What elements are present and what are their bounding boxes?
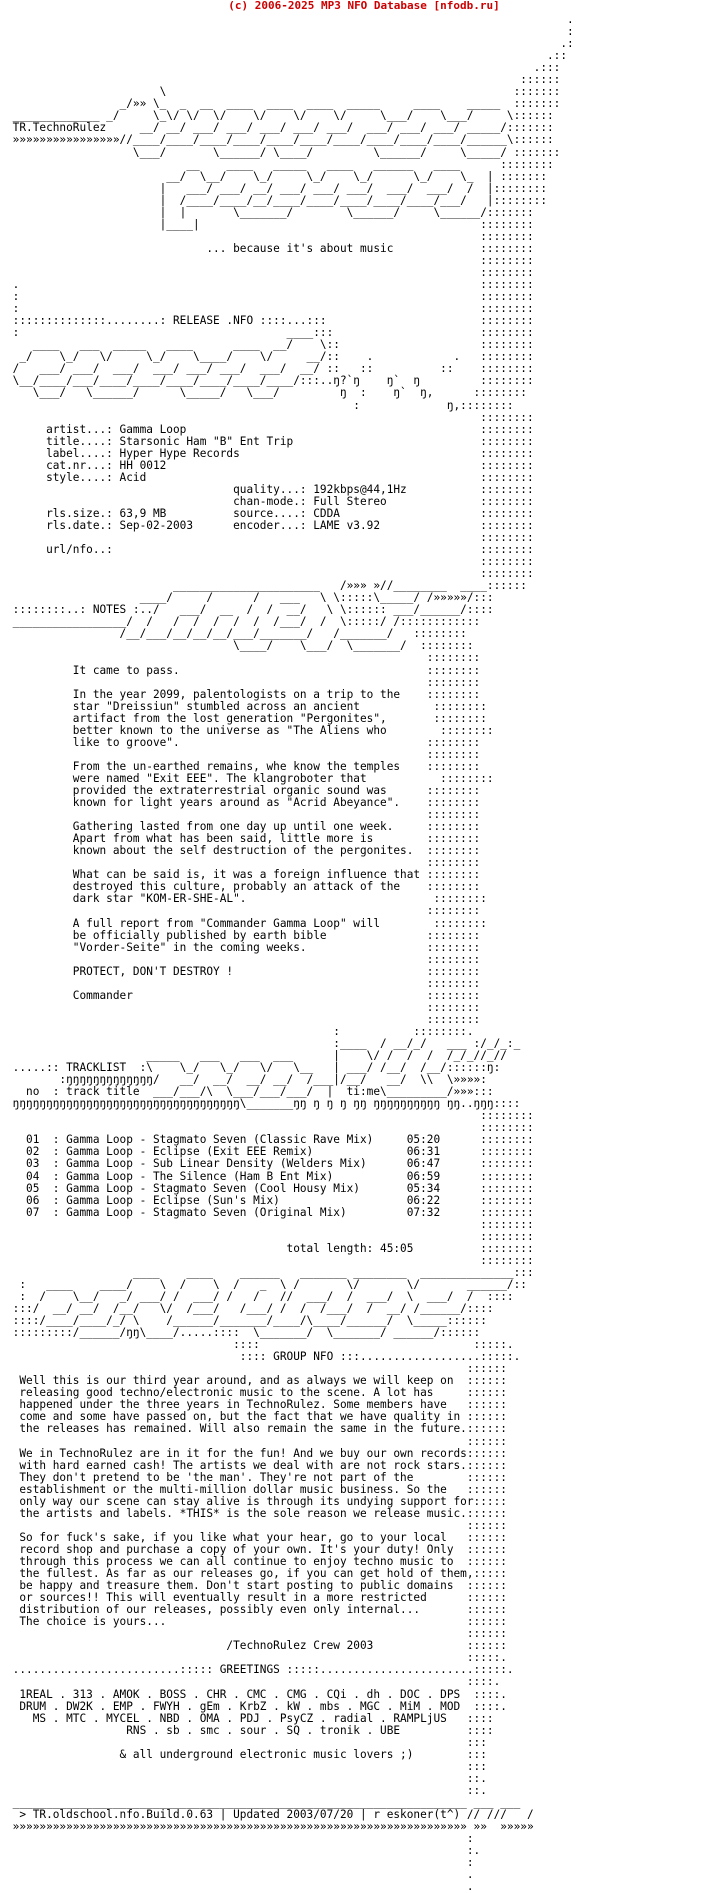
nfo-line: : :::::::: — [6, 290, 534, 304]
nfo-line: | | \_______/ \______/ \______/::::::: — [6, 205, 534, 219]
nfo-line: :::::::: — [6, 253, 534, 267]
nfo-line: : ŋ,:::::::: — [6, 398, 514, 412]
nfo-line: :::: GROUP NFO :::..................:::::. — [6, 1350, 521, 1364]
nfo-line: rls.size.: 63,9 MB source....: CDDA :::::::: — [6, 506, 534, 520]
nfo-line: Well this is our third year around, and as always we will keep on :::::: — [6, 1374, 507, 1388]
nfo-line: /TechnoRulez Crew 2003 :::::: — [6, 1639, 507, 1653]
nfo-line: better known to the universe as "The Aliens who :::::::: — [6, 723, 494, 737]
nfo-line: :::::::: — [6, 952, 481, 966]
nfo-line: :::::::: — [6, 531, 534, 545]
nfo-line: the fullest. As far as our releases go, if you can get hold of them,::::: — [6, 1567, 507, 1581]
nfo-line: MS . MTC . MYCEL . NBD . OMA . PDJ . PsyCZ . radial . RAMPLjUS :::: — [6, 1711, 494, 1725]
nfo-line: :::::::: — [6, 651, 481, 665]
nfo-line: \____/ \___/ \_______/ :::::::: — [6, 639, 474, 653]
nfo-line: A full report from "Commander Gamma Loop" will :::::::: — [6, 916, 487, 930]
nfo-line: .::: — [6, 61, 561, 75]
nfo-line: .:: — [6, 49, 568, 63]
nfo-line: :::/ __/ __/ /__/ \/ /___/ /___/ / / /___/ / __/ /______/:::: — [6, 1302, 494, 1316]
nfo-line: ::::. — [6, 1675, 501, 1689]
nfo-line: ____/ / / ___ \ \:::::\_____/ /»»»»»/::: — [6, 591, 494, 605]
nfo-line: only way our scene can stay alive is through its undying support for::::: — [6, 1494, 507, 1508]
nfo-line: :::::: — [6, 73, 561, 87]
nfo-line: chan-mode.: Full Stereo :::::::: — [6, 494, 534, 508]
nfo-line: _____________ _/ \_\/ \/ \/ \/ \/ \/ \___/ \___/ \:::::: — [6, 109, 554, 123]
nfo-line: happened under the three years in TechnoRulez. Some members have :::::: — [6, 1398, 507, 1412]
nfodb-header-caption: (c) 2006-2025 MP3 NFO Database [nfodb.ru] — [228, 0, 500, 12]
nfo-line: & all underground electronic music lovers ;) ::: — [6, 1747, 487, 1761]
nfo-line: style....: Acid :::::::: — [6, 470, 534, 484]
nfo-line: :::::. — [6, 1651, 507, 1665]
nfo-line: __/ \__/ \_/ \_/ \_/ \_/ \_ | ::::::: — [6, 169, 547, 183]
nfo-line: releasing good techno/electronic music to the scene. A lot has :::::: — [6, 1386, 507, 1400]
nfo-line: the releases has remained. Will also remain the same in the future.:::::: — [6, 1422, 507, 1436]
nfo-line: . — [6, 1868, 474, 1882]
nfo-line: :____ / __/_/ ___ :/_/_:_ — [6, 1036, 521, 1050]
nfo-text — [6, 14, 574, 1893]
nfo-line: cat.nr...: HH 0012 :::::::: — [6, 458, 534, 472]
nfo-line: 07 : Gamma Loop - Stagmato Seven (Original Mix) 07:32 :::::::: — [6, 1205, 534, 1219]
nfo-line: :::::::: — [6, 265, 534, 279]
nfo-line: »»»»»»»»»»»»»»»»»»»»»»»»»»»»»»»»»»»»»»»»»»»»»»»»»»»»»»»»»»»»»»»»»»»» »» »»»»» — [6, 1820, 534, 1834]
nfo-line: : / \__/ _/ ___/ / ___/ / / // ___/ / ___/ \ ___/ / :::: — [6, 1289, 514, 1303]
nfo-line: :::::::: — [6, 555, 534, 569]
nfo-line: :::::::: — [6, 808, 481, 822]
nfo-line: :::::::::/______/ŋŋ\____/.....:::: \_______/ \_______/ ______/:::::: — [6, 1326, 481, 1340]
nfo-line: | ___/ ___/ __/ ___/ ___/ ___/ ___/ ___/ / |:::::::: — [6, 181, 547, 195]
nfo-line: Gathering lasted from one day up until one week. :::::::: — [6, 820, 481, 834]
nfo-line: ::::::::::::::........: RELEASE .NFO ::::...::: :::::::: — [6, 314, 534, 328]
nfo-line: "Vorder-Seite" in the coming weeks. :::::::: — [6, 940, 481, 954]
nfo-line: : — [6, 25, 574, 39]
nfo-line: It came to pass. :::::::: — [6, 663, 481, 677]
nfo-line: : ____ ____/ \ / \ / _ \ / \/ \/ ______/:: — [6, 1277, 527, 1291]
nfo-line: \ ::::::: — [6, 85, 561, 99]
nfo-line: establishment or the multi-million dollar music business. So the :::::: — [6, 1482, 507, 1496]
nfo-line: What can be said is, it was a foreign influence that :::::::: — [6, 868, 481, 882]
nfo-line: ____ ___ _____ ____ ____ __/ \:: :::::::: — [6, 338, 534, 352]
nfo-line: rls.date.: Sep-02-2003 encoder...: LAME v3.92 :::::::: — [6, 518, 534, 532]
nfo-line: total length: 45:05 :::::::: — [6, 1241, 534, 1255]
nfo-line: url/nfo..: :::::::: — [6, 543, 534, 557]
nfo-line: 1REAL . 313 . AMOK . BOSS . CHR . CMC . CMG . CQi . dh . DOC . DPS ::::. — [6, 1687, 507, 1701]
nfo-line: known about the self destruction of the pergonites. :::::::: — [6, 844, 481, 858]
nfo-line: :::::::: — [6, 675, 481, 689]
nfo-line: :::::::: — [6, 1012, 481, 1026]
nfo-line: ::::::::..: NOTES :../ ___/ __ / / __/ \ \:::::: ___/______/:::: — [6, 603, 494, 617]
nfo-line: They don't pretend to be 'the man'. They're not part of the :::::: — [6, 1470, 507, 1484]
nfo-line: »»»»»»»»»»»»»»»»//____/____/____/____/____/____/____/____/____/____/______\:::::: — [6, 133, 554, 147]
nfo-line: \__/____/___/____/____/____/____/____/____/:::..ŋ?`ŋ ŋ` ŋ :::::::: — [6, 374, 534, 388]
nfo-line: with hard earned cash! The artists we deal with are not rock stars.:::::: — [6, 1458, 507, 1472]
nfo-line: ŋŋŋŋŋŋŋŋŋŋŋŋŋŋŋŋŋŋŋŋŋŋŋŋŋŋŋŋŋŋŋŋŋŋ\_______ŋŋ ŋ ŋ ŋ ŋŋ ŋŋŋŋŋŋŋŋŋŋ ŋŋ..ŋŋŋ:::: — [6, 1097, 521, 1111]
nfo-line: :::::::: — [6, 1253, 534, 1267]
nfo-line: :::::::: — [6, 1109, 534, 1123]
nfo-line: From the un-earthed remains, whe know the temples :::::::: — [6, 759, 481, 773]
nfo-line: . — [6, 13, 574, 26]
nfo-line: /__/___/__/__/__/___/_______/ /_______/ :::::::: — [6, 627, 467, 641]
nfo-line: 04 : Gamma Loop - The Silence (Ham B Ent Mix) 06:59 :::::::: — [6, 1169, 534, 1183]
nfo-line: were named "Exit EEE". The klangroboter that :::::::: — [6, 771, 494, 785]
nfo-line: :::::::: — [6, 1229, 534, 1243]
nfo-line: the artists and labels. *THIS* is the sole reason we release music.:::::: — [6, 1506, 507, 1520]
nfo-line: _/»» \_ _ __ ____ ____ ____ _____ ____ _____ ::::::: — [6, 97, 561, 111]
nfo-line: The choice is yours... :::::: — [6, 1615, 507, 1629]
nfo-line: :::::: — [6, 1362, 507, 1376]
nfo-line: In the year 2099, palentologists on a trip to the :::::::: — [6, 687, 481, 701]
nfo-line: So for fuck's sake, if you like what your hear, go to your local :::::: — [6, 1530, 507, 1544]
nfo-line: :ŋŋŋŋŋŋŋŋŋŋŋŋŋ/ __/ __/ __/ __/ /___|/__/ __/ \\ \»»»»: — [6, 1073, 487, 1087]
nfo-line: _____ ___ ___ ___ | \/ / / / /_/_//_// — [6, 1049, 507, 1063]
nfo-line: \___/ \______/ \____/ \______/ \_____/ ::::::: — [6, 145, 561, 159]
nfo-line: TR.TechnoRulez __/ __/ ___/ ___/ ___/ ___/ ___/ ___/ ___/ ___/ _____/::::::: — [6, 121, 554, 135]
nfo-line: ::: — [6, 1759, 487, 1773]
nfo-line: ::. — [6, 1783, 487, 1797]
nfo-line: 02 : Gamma Loop - Eclipse (Exit EEE Remix) 06:31 :::::::: — [6, 1145, 534, 1159]
nfo-line: ::: — [6, 1735, 487, 1749]
nfo-line: :::::::: — [6, 229, 534, 243]
nfo-line: 05 : Gamma Loop - Stagmato Seven (Cool Housy Mix) 05:34 :::::::: — [6, 1181, 534, 1195]
nfo-line: :::::::: — [6, 1217, 534, 1231]
nfo-line: : — [6, 1856, 474, 1870]
nfo-line: be officially published by earth bible :::::::: — [6, 928, 481, 942]
nfo-line: :::::: — [6, 1518, 507, 1532]
nfo-line: .........................::::: GREETINGS :::::.......................:::::. — [6, 1663, 514, 1677]
nfo-line: :::::::: — [6, 856, 481, 870]
nfo-line: :::: :::::. — [6, 1338, 514, 1352]
nfo-line: ... because it's about music :::::::: — [6, 241, 534, 255]
nfo-line: :::::: — [6, 1434, 507, 1448]
nfo-line: : ::::::::. — [6, 1024, 474, 1038]
nfo-line: label....: Hyper Hype Records :::::::: — [6, 446, 534, 460]
nfo-line: like to groove". :::::::: — [6, 735, 481, 749]
nfo-line: \___/ \______/ \_____/ \___/ ŋ : ŋ` ŋ, :::::::: — [6, 386, 527, 400]
nfo-line: title....: Starsonic Ham "B" Ent Trip :::::::: — [6, 434, 534, 448]
nfo-line: .: — [6, 37, 574, 51]
nfo-line: :::::::: — [6, 1000, 481, 1014]
nfo-line: :::::::: — [6, 747, 481, 761]
nfo-line: We in TechnoRulez are in it for the fun! And we buy our own records:::::: — [6, 1446, 507, 1460]
nfo-line: _________________/ / / / / / / /___/ / \:::::/ /:::::::::::: — [6, 615, 481, 629]
nfo-line: provided the extraterrestrial organic sound was :::::::: — [6, 784, 481, 797]
nfo-line: through this process we can all continue to enjoy techno music to :::::: — [6, 1555, 507, 1568]
nfo-line: |____| :::::::: — [6, 217, 534, 231]
nfo-line: distribution of our releases, possibly even only internal... :::::: — [6, 1603, 507, 1617]
nfo-line: . :::::::: — [6, 278, 534, 292]
nfo-line: 03 : Gamma Loop - Sub Linear Density (Welders Mix) 06:47 :::::::: — [6, 1157, 534, 1171]
nfo-line: Apart from what has been said, little more is :::::::: — [6, 832, 481, 846]
nfo-line: ::. — [6, 1771, 487, 1785]
nfo-line: __ ____ _____ ____ ______ ____ :::::::: — [6, 157, 554, 171]
nfo-line: | /____/____/__/____/____/____/____/____/___/ |:::::::: — [6, 193, 547, 207]
nfo-line: _/ \_/ \/ \_/ \____/ \/ __/:: . . :::::::: — [6, 350, 534, 364]
nfo-line: DRUM . DW2K . EMP . FWYH . gEm . KrbZ . kW . mbs . MGC . MiM . MOD ::::. — [6, 1699, 507, 1713]
nfo-line: : — [6, 1832, 474, 1846]
nfo-line: 06 : Gamma Loop - Eclipse (Sun's Mix) 06:22 :::::::: — [6, 1193, 534, 1207]
nfo-line: :::::::: — [6, 904, 481, 918]
nfo-line: > TR.oldschool.nfo.Build.0.63 | Updated 2003/07/20 | r eskoner(t^) // /// / — [6, 1807, 534, 1821]
nfo-line: no : track title ___/___/\ \___/___/___/ | ti:me\_________/»»»::: — [6, 1085, 494, 1099]
nfo-line: star "Dreissiun" stumbled across an ancient :::::::: — [6, 699, 487, 713]
nfo-line: or sources!! This will eventually result in a more restricted :::::: — [6, 1591, 507, 1605]
nfo-line: RNS . sb . smc . sour . SQ . tronik . UBE :::: — [6, 1723, 494, 1737]
nfo-line: / ___/ ___/ ___/ ___/ ___/ ___/ ___/ __/ :: :: :: :::::::: — [6, 362, 534, 376]
nfo-line: dark star "KOM-ER-SHE-AL". :::::::: — [6, 892, 487, 906]
nfo-line: .....:: TRACKLIST :\ \_/ \_/ \/ \__ | ___/ /__/ /__/::::::ŋ: — [6, 1061, 501, 1075]
nfo-line: : :::::::: — [6, 302, 534, 316]
nfo-line: ____________________________________________________________________ ___ ___ — [6, 1795, 521, 1809]
nfo-line: ______________________ /»»» »//________ ____:::::: — [6, 579, 527, 593]
nfo-line: come and some have passed on, but the fact that we have quality in :::::: — [6, 1410, 507, 1424]
nfo-line: artist...: Gamma Loop :::::::: — [6, 422, 534, 436]
nfo-line: :::::::: — [6, 976, 481, 990]
nfo-line: Commander :::::::: — [6, 988, 481, 1002]
nfo-line: :. — [6, 1844, 481, 1858]
nfo-line: :::::: — [6, 1627, 507, 1641]
nfo-line: :::::::: — [6, 410, 534, 424]
nfo-line: PROTECT, DON'T DESTROY ! :::::::: — [6, 964, 481, 978]
nfo-line: :::::::: — [6, 1121, 534, 1135]
nfo-line: known for light years around as "Acrid Abeyance". :::::::: — [6, 796, 481, 810]
nfo-line: ::::/____/____/_/ \ /______/_______/____/\____/______/ \_____:::::: — [6, 1314, 487, 1328]
nfo-line: ____ ____ ______ _______ ________ ______________::: — [6, 1265, 534, 1279]
nfo-line: be happy and treasure them. Don't start posting to public domains :::::: — [6, 1579, 507, 1593]
nfo-line: :::::::: — [6, 567, 534, 581]
nfo-line: . — [6, 1880, 474, 1893]
nfo-line: record shop and purchase a copy of your own. It's your duty! Only :::::: — [6, 1542, 507, 1556]
nfo-line: destroyed this culture, probably an attack of the :::::::: — [6, 880, 481, 894]
nfo-line: quality...: 192kbps@44,1Hz :::::::: — [6, 482, 534, 496]
nfo-line: 01 : Gamma Loop - Stagmato Seven (Classic Rave Mix) 05:20 :::::::: — [6, 1133, 534, 1147]
nfo-line: artifact from the lost generation "Pergonites", :::::::: — [6, 711, 487, 725]
nfo-line: : ____::: :::::::: — [6, 326, 534, 340]
